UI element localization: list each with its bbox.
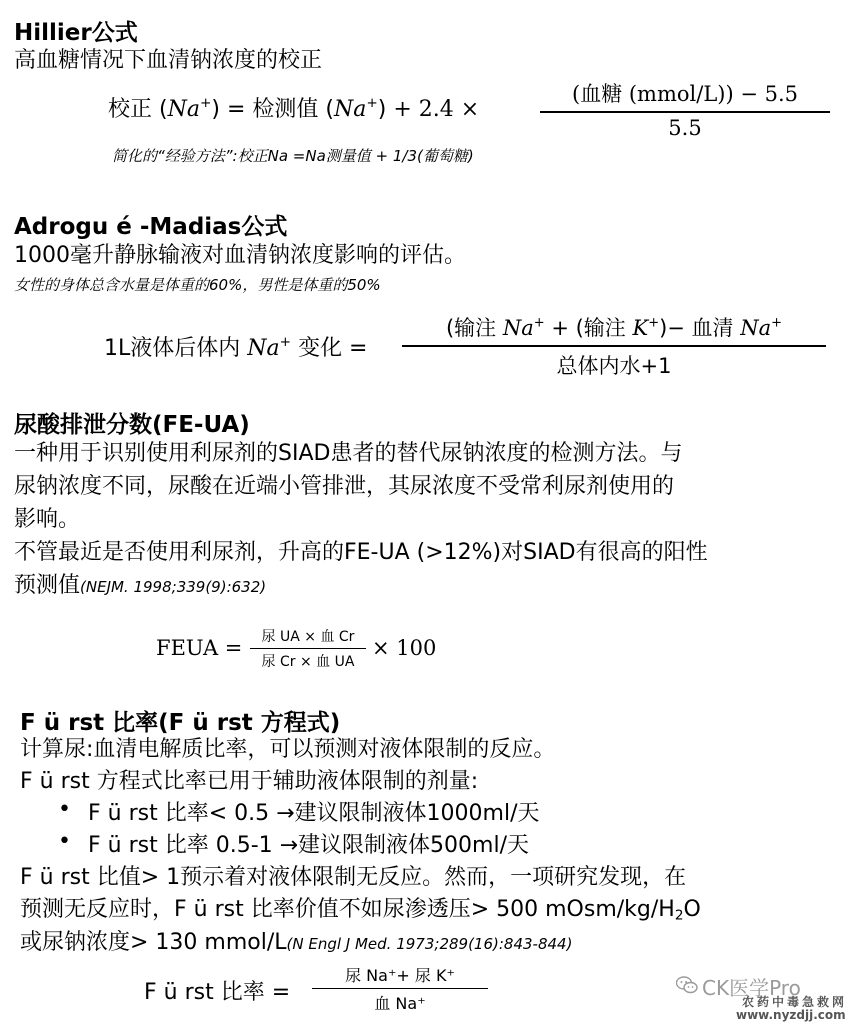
feua-para1-line3: 影响。 [14,507,81,532]
bullet-dot: • [58,797,71,822]
fraction-bar [402,345,826,347]
furst-bullet-1: F ü rst 比率< 0.5 →建议限制液体1000ml/天 [88,801,540,826]
furst-title: F ü rst 比率(F ü rst 方程式) [20,710,341,736]
furst-bullet-2: F ü rst 比率 0.5-1 →建议限制液体500ml/天 [88,833,529,858]
hillier-measured: 检测值 [252,97,319,122]
adrogue-note: 女性的身体总含水量是体重的60%，男性是体重的50% [14,276,381,294]
hillier-denominator: 5.5 [668,116,702,140]
adrogue-numerator: (输注 Na+ + (输注 K+)− 血清 Na+ [445,315,783,340]
feua-para1-line2: 尿钠浓度不同，尿酸在近端小管排泄，其尿浓度不受常利尿剂使用的 [14,474,675,499]
feua-para2-line2: 预测值(NEJM. 1998;339(9):632) [14,573,267,598]
feua-lhs: FEUA = [156,636,243,660]
feua-multiplier: × 100 [372,636,437,660]
furst-numerator: 尿 Na⁺+ 尿 K⁺ [345,966,455,985]
fraction-bar [250,648,366,649]
furst-para-line2: 预测无反应时，F ü rst 比率价值不如尿渗透压> 500 mOsm/$kg/H_2O$ [20,897,701,924]
furst-para-line1: F ü rst 比值> 1预示着对液体限制无反应。然而，一项研究发现，在 [20,865,687,890]
hillier-subtitle: 高血糖情况下血清钠浓度的校正 [14,48,323,73]
adrogue-formula-lhs: 1L液体后体内 Na+ 变化 = [104,334,368,361]
furst-line1: 计算尿:血清电解质比率，可以预测对液体限制的反应。 [20,737,556,762]
feua-fraction [250,626,366,671]
hillier-numerator: (血糖 (mmol/L)) − 5.5 [572,82,798,106]
hillier-lhs-word: 校正 [108,97,153,122]
watermark-logo-text: CK医学Pro [702,976,801,1000]
adrogue-subtitle: 1000毫升静脉输液对血清钠浓度影响的评估。 [14,243,466,268]
feua-para1-line1: 一种用于识别使用利尿剂的SIAD患者的替代尿钠浓度的检测方法。与 [14,441,683,466]
wechat-icon [676,976,698,994]
hillier-fraction [540,78,830,140]
furst-citation: (N Engl J Med. 1973;289(16):843-844) [286,935,573,953]
bullet-dot: • [58,829,71,854]
fraction-bar [540,111,830,113]
fraction-bar [312,988,488,989]
feua-para2-line1: 不管最近是否使用利尿剂，升高的FE-UA (>12%)对SIAD有很高的阳性 [14,540,708,565]
furst-fraction [312,963,488,1014]
feua-citation: (NEJM. 1998;339(9):632) [80,578,267,596]
hillier-title: Hillier公式 [14,20,138,46]
watermark-brand: 农药中毒急救网 [742,995,847,1009]
feua-numerator: 尿 UA × 血 Cr [261,629,355,645]
furst-denominator: 血 Na⁺ [374,994,426,1013]
watermark-url: www.nyzdjj.com [736,1008,846,1022]
feua-title: 尿酸排泄分数(FE-UA) [14,412,250,438]
adrogue-fraction [402,312,826,380]
furst-line2: F ü rst 方程式比率已用于辅助液体限制的剂量: [20,769,479,794]
feua-denominator: 尿 Cr × 血 UA [261,654,355,670]
hillier-note: 简化的“经验方法”:校正Na =Na测量值 + 1/3(葡萄糖) [112,147,474,165]
adrogue-title: Adrogu é -Madias公式 [14,214,288,240]
furst-para-line3: 或尿钠浓度> 130 mmol/L(N Engl J Med. 1973;289(16):843-844) [20,930,573,955]
adrogue-denominator: 总体内水+1 [556,354,672,378]
hillier-formula-lhs: 校正 (Na+) = 检测值 (Na+) + 2.4 × [108,95,480,122]
furst-lhs: F ü rst 比率 = [144,980,291,1005]
